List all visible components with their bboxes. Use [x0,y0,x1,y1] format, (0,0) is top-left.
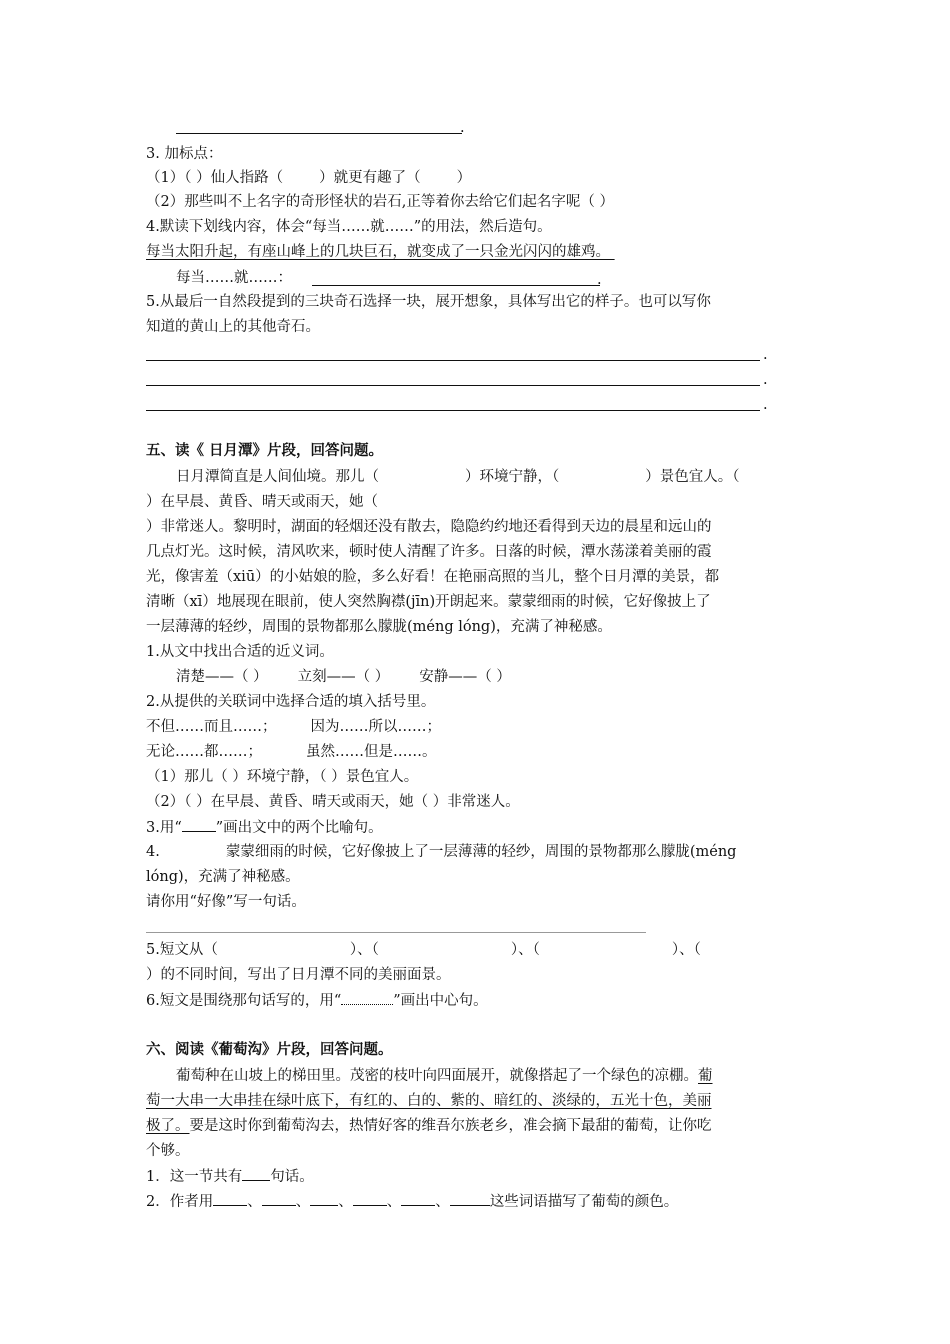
q2-options: 不但……而且……； 因为……所以……； [146,719,441,735]
passage-line: 萄一大串一大串挂在绿叶底下，有红的、白的、紫的、暗红的、淡绿的，五光十色，美丽 [146,1093,712,1109]
q3-1: （1）（ ）仙人指路（ ）就更有趣了（ ） [146,170,472,186]
section-5-heading: 五、读《 日月潭》片段，回答问题。 [146,442,384,459]
line-end-dot: . [460,120,465,136]
passage-line: ）非常迷人。黎明时，湖面的轻烟还没有散去，隐隐约约地还看得到天边的晨星和远山的 [146,519,712,535]
answer-line [146,385,760,386]
line-end-dot: . [597,272,602,288]
passage-line: 清晰（xī）地展现在眼前，使人突然胸襟(jīn)开朗起来。蒙蒙细雨的时候，它好像披上了 [146,594,711,610]
line-end-dot: . [763,347,768,363]
answer-line [176,133,462,134]
passage-line: 极了。要是这时你到葡萄沟去，热情好客的维吾尔族老乡，准会摘下最甜的葡萄，让你吃 [146,1118,712,1134]
q1-title: 1.从文中找出合适的近义词。 [146,644,334,660]
answer-line [146,932,646,933]
q1-synonyms: 清楚——（ ） 立刻——（ ） 安静——（ ） [176,669,511,685]
q2-2: （2）（ ）在早晨、黄昏、晴天或雨天，她（ ）非常迷人。 [146,794,520,810]
q2: 2．作者用 、 、 、 、 、 这些词语描写了葡萄的颜色。 [146,1191,678,1212]
line-end-dot: . [763,397,768,413]
answer-line [312,285,600,286]
q2-options: 无论……都……； 虽然……但是……。 [146,744,437,760]
q5-line2: 知道的黄山上的其他奇石。 [146,319,320,335]
q1: 1．这一节共有 句话。 [146,1166,314,1187]
passage-line: 光，像害羞（xiū）的小姑娘的脸，多么好看！在艳丽高照的当儿，整个日月潭的美景，都 [146,569,720,585]
q3-2: （2）那些叫不上名字的奇形怪状的岩石,正等着你去给它们起名字呢（ ） [146,194,614,210]
q4-sentence: 每当太阳升起，有座山峰上的几块巨石，就变成了一只金光闪闪的雄鸡。 [146,244,610,260]
passage-line: 几点灯光。这时候，清风吹来，顿时使人清醒了许多。日落的时候，潭水荡漾着美丽的霞 [146,544,712,560]
line-end-dot: . [763,372,768,388]
q5-line2: ）的不同时间，写出了日月潭不同的美丽面景。 [146,967,451,983]
q5: 5.短文从（ ）、（ ）、（ ）、（ [146,942,701,958]
q2-1: （1）那儿（ ）环境宁静，（ ）景色宜人。 [146,769,419,785]
section-6-heading: 六、阅读《葡萄沟》片段，回答问题。 [146,1041,393,1058]
passage-line: 葡萄种在山坡上的梯田里。茂密的枝叶向四面展开，就像搭起了一个绿色的凉棚。葡 [176,1068,713,1084]
q4: 4. 蒙蒙细雨的时候，它好像披上了一层薄薄的轻纱，周围的景物都那么朦胧(méng [146,844,737,860]
answer-line [146,410,760,411]
q6: 6.短文是围绕那句话写的，用“ ”画出中心句。 [146,990,488,1011]
passage-line: 个够。 [146,1143,190,1159]
q4-line2: lóng)，充满了神秘感。 [146,869,300,885]
answer-line [146,360,760,361]
q4-title: 4.默读下划线内容，体会“每当……就……”的用法，然后造句。 [146,219,552,235]
q3-title: 3. 加标点： [146,146,223,162]
q2-title: 2.从提供的关联词中选择合适的填入括号里。 [146,694,436,710]
q5-line1: 5.从最后一自然段提到的三块奇石选择一块，展开想象，具体写出它的样子。也可以写你 [146,294,711,310]
q3: 3.用“ ”画出文中的两个比喻句。 [146,817,383,838]
q4-prompt: 请你用“好像”写一句话。 [146,894,306,910]
passage-line: ）在早晨、黄昏、晴天或雨天，她（ [146,494,378,510]
q4-prompt: 每当……就……： [176,270,292,286]
passage-line: 日月潭简直是人间仙境。那儿（ ）环境宁静，（ ）景色宜人。（ [176,469,740,485]
passage-line: 一层薄薄的轻纱，周围的景物都那么朦胧(méng lóng)，充满了神秘感。 [146,619,612,635]
